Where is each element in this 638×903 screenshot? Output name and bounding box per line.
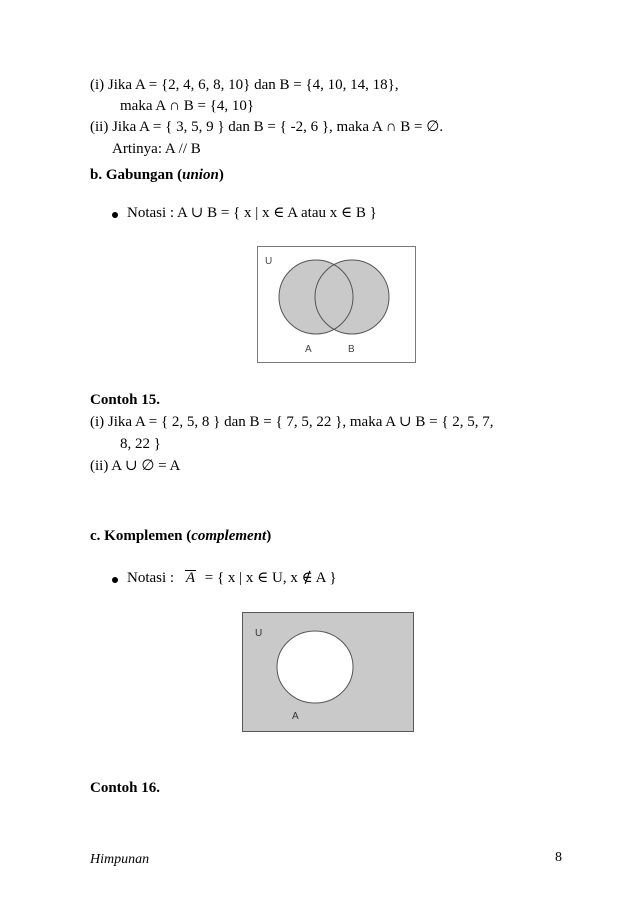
contoh-15-line-3: (ii) A ∪ ∅ = A (90, 458, 181, 474)
example-line-3: (ii) Jika A = { 3, 5, 9 } dan B = { -2, 6 }, maka A ∩ B = ∅. (90, 119, 444, 135)
section-b-heading (90, 166, 224, 184)
complement-notation (127, 569, 337, 587)
universe-label: U (265, 256, 273, 267)
bullet-icon (112, 212, 118, 218)
union-notation: Notasi : A ∪ B = { x | x ∈ A atau x ∈ B } (127, 205, 377, 221)
section-c-heading-suffix: ) (266, 528, 272, 544)
complement-venn-diagram (242, 612, 414, 732)
contoh-15-title: Contoh 15. (90, 392, 161, 408)
complement-symbol-letter: A (185, 570, 196, 586)
section-b-heading-term: union (182, 167, 219, 183)
contoh-15-line-2: 8, 22 } (120, 436, 161, 452)
page-number: 8 (555, 850, 562, 865)
complement-symbol (186, 569, 195, 587)
complement-overbar (185, 570, 196, 571)
complement-notation-label: Notasi : (127, 570, 175, 586)
section-b-heading-suffix: ) (218, 167, 224, 183)
example-line-4: Artinya: A // B (112, 141, 201, 157)
section-c-heading-term: complement (191, 528, 267, 544)
contoh-16-title: Contoh 16. (90, 780, 161, 796)
footer-title: Himpunan (90, 852, 150, 867)
set-a-label: A (292, 711, 299, 722)
example-line-2: maka A ∩ B = {4, 10} (120, 98, 255, 114)
contoh-15-line-1: (i) Jika A = { 2, 5, 8 } dan B = { 7, 5, 22 }, maka A ∪ B = { 2, 5, 7, (90, 414, 494, 430)
universe-label: U (255, 628, 263, 639)
section-b-heading-prefix: b. Gabungan ( (90, 167, 183, 183)
complement-notation-rest: = { x | x ∈ U, x ∉ A } (204, 570, 337, 586)
example-line-1: (i) Jika A = {2, 4, 6, 8, 10} dan B = {4, 10, 14, 18}, (90, 77, 399, 93)
section-c-heading (90, 527, 271, 545)
bullet-icon (112, 577, 118, 583)
set-b-label: B (348, 344, 355, 355)
set-a-label: A (305, 344, 312, 355)
section-c-heading-prefix: c. Komplemen ( (90, 528, 192, 544)
union-venn-diagram (257, 246, 416, 363)
